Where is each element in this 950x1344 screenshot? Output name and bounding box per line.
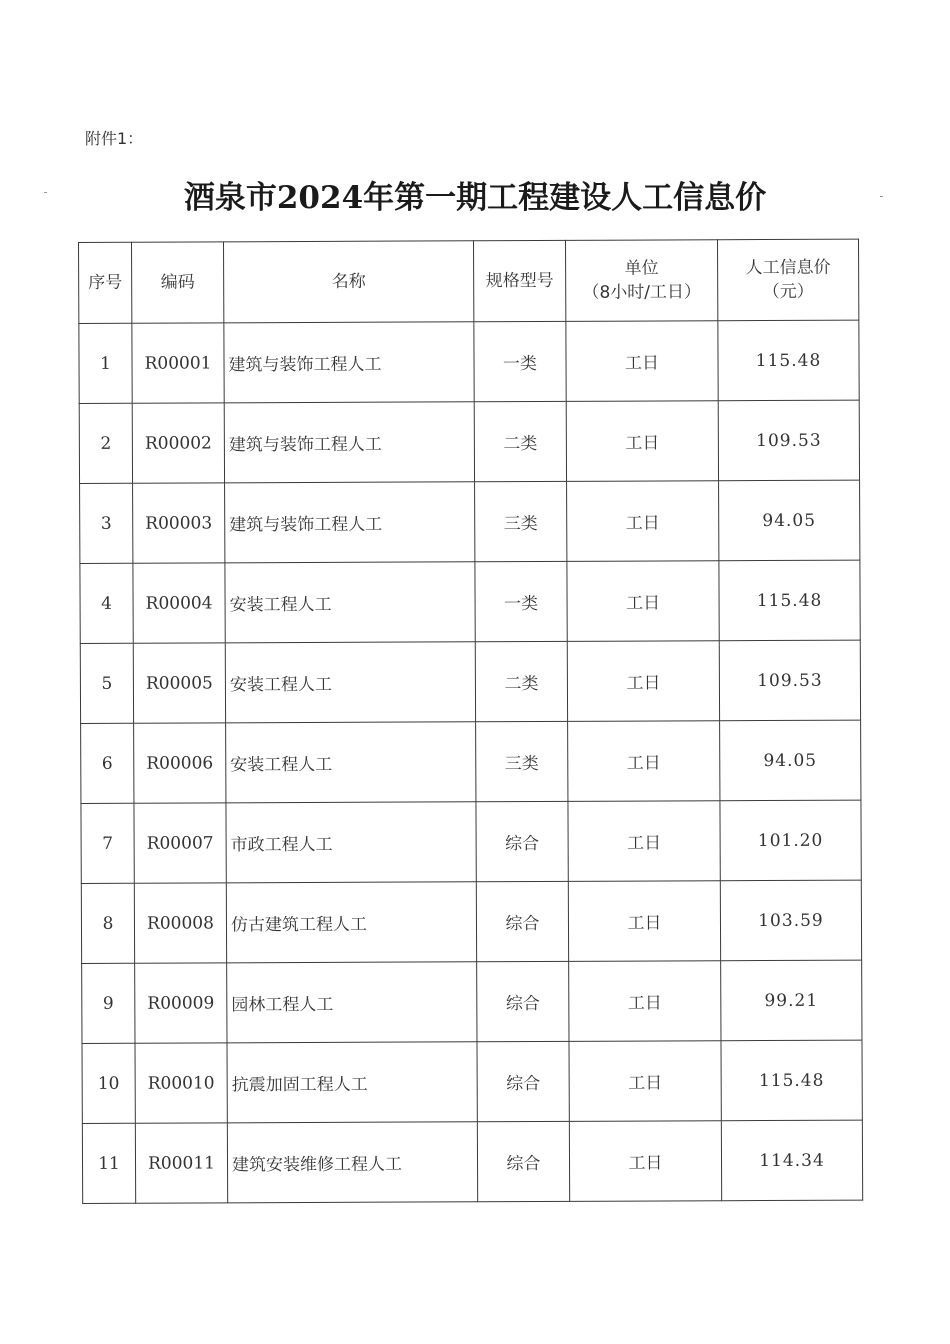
cell-unit: 工日 [567,561,719,642]
cell-spec: 综合 [476,881,568,961]
header-unit-line1: 单位 [624,258,659,279]
cell-name: 园林工程人工 [227,962,477,1043]
cell-spec: 三类 [475,481,567,561]
cell-price: 94.05 [719,480,860,561]
cell-spec: 综合 [477,961,569,1041]
cell-code: R00003 [133,483,225,563]
cell-price: 101.20 [720,800,861,881]
cell-unit: 工日 [567,641,719,722]
cell-code: R00008 [134,883,226,963]
cell-spec: 一类 [474,321,566,401]
cell-unit: 工日 [569,961,721,1042]
cell-name: 安装工程人工 [225,562,475,643]
cell-code: R00004 [133,563,225,643]
cell-name: 市政工程人工 [226,802,476,883]
cell-code: R00005 [133,643,225,723]
cell-name: 仿古建筑工程人工 [226,882,476,963]
cell-spec: 综合 [476,801,568,881]
cell-unit: 工日 [566,321,718,402]
cell-price: 109.53 [718,400,859,481]
cell-index: 1 [79,323,132,403]
cell-spec: 综合 [477,1041,569,1121]
table-row [81,800,861,883]
table-row [80,480,860,563]
table-row [80,640,860,723]
header-unit [565,240,717,322]
cell-spec: 综合 [477,1121,569,1201]
table-row [81,880,861,963]
cell-unit: 工日 [569,1121,721,1202]
cell-unit: 工日 [568,881,720,962]
header-price-line1: 人工信息价 [745,257,831,279]
cell-name: 建筑与装饰工程人工 [224,402,474,483]
cell-name: 安装工程人工 [225,642,475,723]
cell-index: 10 [82,1043,135,1123]
table-row [82,1120,862,1203]
scan-speck [44,192,47,193]
cell-index: 9 [82,963,135,1043]
header-name: 名称 [224,241,474,323]
cell-price: 115.48 [719,560,860,641]
header-unit-line2: （8小时/工日） [582,282,702,303]
cell-index: 8 [81,883,134,963]
header-code: 编码 [132,242,224,323]
cell-name: 建筑安装维修工程人工 [227,1122,477,1203]
cell-unit: 工日 [569,1041,721,1122]
attachment-label: 附件1： [85,129,144,148]
cell-price: 115.48 [721,1040,862,1121]
table-row [79,320,859,403]
cell-code: R00006 [134,723,226,803]
cell-price: 109.53 [719,640,860,721]
header-index: 序号 [79,242,132,323]
cell-price: 103.59 [720,880,861,961]
cell-name: 建筑与装饰工程人工 [225,482,475,563]
cell-unit: 工日 [568,801,720,882]
table-row [81,720,861,803]
cell-spec: 二类 [474,401,566,481]
cell-index: 2 [79,403,132,483]
cell-unit: 工日 [566,401,718,482]
cell-spec: 三类 [476,721,568,801]
header-price-line2: （元） [762,281,814,303]
cell-code: R00007 [134,803,226,883]
table-header-row [79,239,859,323]
cell-unit: 工日 [568,721,720,802]
cell-price: 99.21 [721,960,862,1041]
document-title: 酒泉市2024年第一期工程建设人工信息价 [183,180,767,216]
cell-code: R00002 [132,403,224,483]
table-row [82,1040,862,1123]
cell-name: 抗震加固工程人工 [227,1042,477,1123]
labor-price-table [78,239,863,1204]
cell-index: 4 [80,563,133,643]
cell-code: R00011 [135,1123,227,1203]
header-price [717,239,858,321]
scan-speck [880,196,883,197]
table-body [79,320,863,1203]
cell-price: 114.34 [721,1120,862,1201]
table-row [82,960,862,1043]
cell-index: 7 [81,803,134,883]
cell-index: 6 [81,723,134,803]
cell-index: 5 [80,643,133,723]
cell-price: 94.05 [720,720,861,801]
cell-index: 3 [80,483,133,563]
cell-index: 11 [82,1123,135,1203]
cell-price: 115.48 [718,320,859,401]
cell-code: R00009 [135,963,227,1043]
cell-code: R00010 [135,1043,227,1123]
cell-code: R00001 [132,323,224,403]
table-row [79,400,859,483]
table-row [80,560,860,643]
cell-name: 建筑与装饰工程人工 [224,322,474,403]
cell-name: 安装工程人工 [226,722,476,803]
cell-spec: 一类 [475,561,567,641]
cell-spec: 二类 [475,641,567,721]
cell-unit: 工日 [567,481,719,562]
header-spec: 规格型号 [473,240,565,321]
